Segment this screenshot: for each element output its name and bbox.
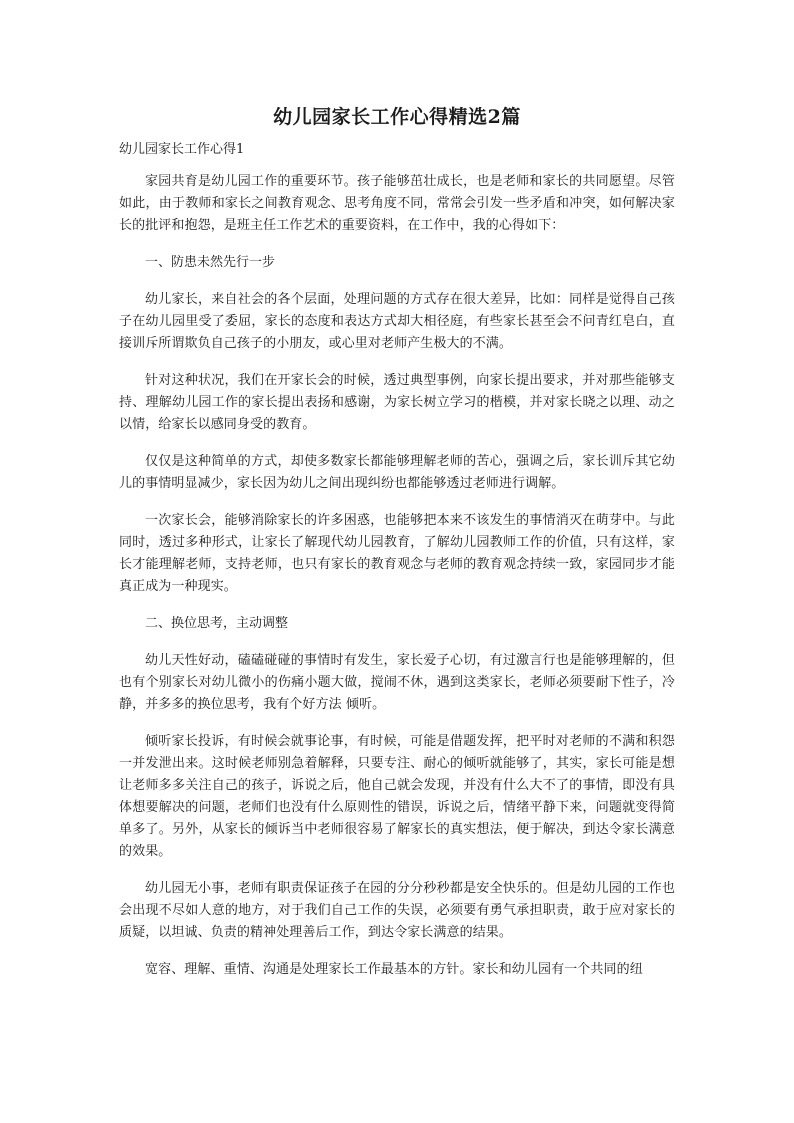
document-page (119, 104, 675, 996)
paragraph: 仅仅是这种简单的方式，却使多数家长都能够理解老师的苦心，强调之后，家长训斥其它幼儿的事情明显减少，家长因为幼儿之间出现纠纷也都能够透过老师进行调解。 (119, 454, 675, 491)
paragraph: 幼儿园无小事，老师有职责保证孩子在园的分分秒秒都是安全快乐的。但是幼儿园的工作也会出现不尽如人意的地方，对于我们自己工作的失误，必须要有勇气承担职责，敢于应对家长的质疑，以坦诚、负责的精神处理善后工作，到达令家长满意的结果。 (119, 881, 675, 940)
paragraph-intro: 家园共育是幼儿园工作的重要环节。孩子能够茁壮成长，也是老师和家长的共同愿望。尽管如此，由于教师和家长之间教育观念、思考角度不同，常常会引发一些矛盾和冲突，如何解决家长的批评和抱怨，是班主任工作艺术的重要资料，在工作中，我的心得如下： (119, 174, 675, 233)
paragraph: 针对这种状况，我们在开家长会的时候，透过典型事例，向家长提出要求，并对那些能够支持、理解幼儿园工作的家长提出表扬和感谢，为家长树立学习的楷模，并对家长晓之以理、动之以情，给家长以感同身受的教育。 (119, 373, 675, 432)
document-title: 幼儿园家长工作心得精选2篇 (273, 106, 521, 128)
paragraph: 宽容、理解、重情、沟通是处理家长工作最基本的方针。家长和幼儿园有一个共同的纽 (145, 962, 643, 977)
section-heading-1: 一、防患未然先行一步 (145, 255, 276, 270)
section-subtitle: 幼儿园家长工作心得1 (119, 142, 245, 157)
paragraph: 幼儿家长，来自社会的各个层面，处理问题的方式存在很大差异，比如：同样是觉得自己孩子在幼儿园里受了委屈，家长的态度和表达方式却大相径庭，有些家长甚至会不问青红皂白，直接训斥所谓欺负自己孩子的小朋友，或心里对老师产生极大的不满。 (119, 292, 675, 351)
paragraph: 倾听家长投诉，有时候会就事论事，有时候，可能是借题发挥，把平时对老师的不满和积怨一并发泄出来。这时候老师别急着解释，只要专注、耐心的倾听就能够了，其实，家长可能是想让老师多多关注自己的孩子，诉说之后，他自己就会发现，并没有什么大不了的事情，即没有具体想要解决的问题，老师们也没有什么原则性的错误，诉说之后，情绪平静下来，问题就变得简单多了。另外，从家长的倾诉当中老师很容易了解家长的真实想法，便于解决，到达令家长满意的效果。 (119, 734, 675, 859)
paragraph: 幼儿天性好动，磕磕碰碰的事情时有发生，家长爱子心切，有过激言行也是能够理解的，但也有个别家长对幼儿微小的伤痛小题大做，搅闹不休，遇到这类家长，老师必须要耐下性子，冷静，并多多的换位思考，我有个好方法 倾听。 (119, 653, 675, 712)
section-heading-2: 二、换位思考，主动调整 (145, 616, 289, 631)
paragraph: 一次家长会，能够消除家长的许多困惑，也能够把本来不该发生的事情消灭在萌芽中。与此同时，透过多种形式，让家长了解现代幼儿园教育，了解幼儿园教师工作的价值，只有这样，家长才能理解老师，支持老师，也只有家长的教育观念与老师的教育观念持续一致，家园同步才能真正成为一种现实。 (119, 513, 675, 594)
